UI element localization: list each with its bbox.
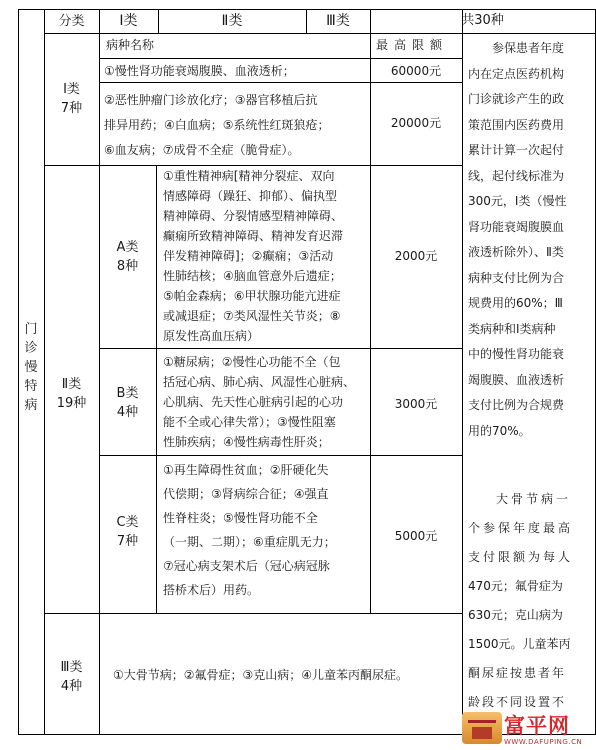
disease-name-header: 病种名称 bbox=[106, 38, 155, 52]
class-2c-diseases: ①再生障碍性贫血；②肝硬化失 代偿期；③肾病综合征；④强直 性脊柱炎；⑤慢性肾功能不全 （一期、二期）；⑥重症肌无力； ⑦冠心病支架术后（冠心病冠脉 搭桥术后）用药。 bbox=[163, 463, 336, 597]
class-2b-label: B类 4种 bbox=[116, 386, 139, 420]
watermark-url: WWW.DAFUPING.CN bbox=[504, 738, 583, 746]
class-1-row-2-limit: 20000元 bbox=[390, 116, 442, 130]
header-classify: 分类 bbox=[58, 14, 85, 29]
class-1-row-2-diseases: ②恶性肿瘤门诊放化疗；③器官移植后抗 排异用药；④白血病；⑤系统性红斑狼疮； ⑥血友病；⑦成骨不全症（脆骨症）。 bbox=[104, 93, 330, 157]
class-1-row-1-diseases: ①慢性肾功能衰竭腹膜、血液透析； bbox=[104, 64, 295, 78]
class-2b-diseases: ①糖尿病；②慢性心功能不全（包 括冠心病、肺心病、风湿性心脏病、 心肌病、先天性心脏病引起的心功 能不全或心律失常）；③慢性阻塞 性肺疾病；④慢性病毒性肝炎； bbox=[163, 355, 356, 449]
class-1-row-1-limit: 60000元 bbox=[390, 64, 442, 78]
class-2-label: Ⅱ类 19种 bbox=[56, 377, 87, 411]
watermark bbox=[462, 710, 590, 748]
building-logo-icon bbox=[462, 712, 502, 744]
watermark-title: 富平网 bbox=[504, 714, 570, 738]
class-2b-limit: 3000元 bbox=[394, 397, 438, 411]
class-2a-limit: 2000元 bbox=[394, 249, 438, 263]
class-2c-label: C类 7种 bbox=[116, 515, 139, 549]
max-limit-header: 最高限额 bbox=[376, 38, 449, 52]
header-class-1: Ⅰ类 bbox=[119, 13, 138, 29]
class-2a-diseases: ①重性精神病[精神分裂症、双向 情感障碍（躁狂、抑郁）、偏执型 精神障碍、分裂情感型精神障碍、 癫痫所致精神障碍、精神发育迟滞 伴发精神障碍]；②癫痫；③活动 性肺结核；④脑血管意外后遗症； ⑤帕金森病；⑥甲状腺功能亢进症 或减退症；⑦类风湿性关节炎；⑧ 原发性高血压病） bbox=[163, 169, 344, 343]
category-label: 门 诊 慢 特 病 bbox=[24, 322, 38, 413]
notes-paragraph-2: 大骨节病一 个参保年度最高 支付限额为每人 470元；氟骨症为 630元；克山病为 1500元。儿童苯丙 酮尿症按患者年 龄段不同设置不 bbox=[468, 492, 574, 709]
class-3-label: Ⅲ类 4种 bbox=[60, 660, 83, 694]
header-total: 共30种 bbox=[461, 13, 504, 28]
header-class-3: Ⅲ类 bbox=[326, 13, 350, 29]
class-2a-label: A类 8种 bbox=[116, 240, 139, 274]
class-1-label: Ⅰ类 7种 bbox=[60, 82, 83, 116]
header-class-2: Ⅱ类 bbox=[221, 13, 243, 29]
notes-paragraph-1: 参保患者年度 内在定点医药机构 门诊就诊产生的政 策范围内医药费用 累计计算一次起付 线，起付线标准为 300元，Ⅰ类（慢性 肾功能衰竭腹膜血 液透析除外）、Ⅱ类 病种支付比例为合 规费用的60%；Ⅲ 类病种和Ⅰ类病种 中的慢性肾功能衰 竭腹膜、血液透析 支付比例为合规费 用的70%。 bbox=[468, 41, 567, 438]
class-3-diseases: ①大骨节病；②氟骨症；③克山病；④儿童苯丙酮尿症。 bbox=[113, 668, 409, 682]
class-2c-limit: 5000元 bbox=[394, 529, 438, 543]
